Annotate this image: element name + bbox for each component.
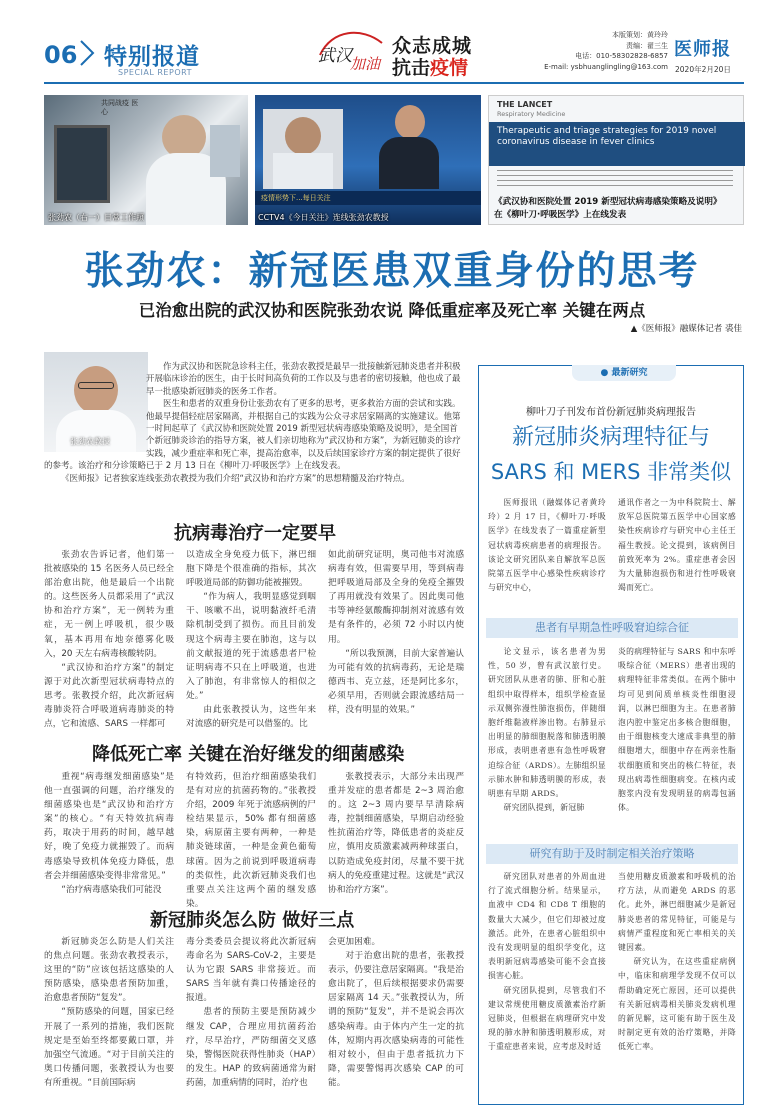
paragraph: 研究认为，在这些重症病例中，临床和病理学发现不仅可以帮助确定死亡原因，还可以提供有关新冠病毒相关肺炎发病机理的新见解，这可能有助于医生及时制定更有效的治疗策略，并降低死亡率。 xyxy=(618,957,736,1052)
sidebar-tag-label: 最新研究 xyxy=(611,368,648,378)
paragraph: 论文显示，该名患者为男性，50 岁，曾有武汉旅行史。研究团队从患者的肺、肝和心脏组织中取得样本，组织学检查显示双侧弥漫性肺泡损伤，伴随细胞纤维黏液样渗出物。右肺显示出明显的肺细胞脱落和肺透明膜形成，表明患者患有急性呼吸窘迫综合征（ARDS）。左肺组织显示肺水肿和肺透明膜的形成，表明患有早期 ARDS。 xyxy=(488,647,606,799)
paragraph: 会更加困难。 xyxy=(328,937,381,947)
sidebar-tag xyxy=(572,365,676,381)
headline: 张劲农：新冠医患双重身份的思考 xyxy=(84,249,700,294)
slogan-part-b: 疫情 xyxy=(430,57,469,79)
photo-caption-3 xyxy=(494,196,744,221)
sidebar-top-col-1 xyxy=(488,496,606,612)
credit-editor: 责编：翟三生 xyxy=(626,41,668,50)
section-2-col-2 xyxy=(186,770,316,909)
cctv-screenshot xyxy=(255,95,481,225)
paragraph: “所以我预测，目前大家普遍认为可能有效的抗病毒药，无论是瑞德西韦、克立兹，还是阿比多尔，必须早用，否则就会跟流感结局一样，没有明显的效果。” xyxy=(328,648,464,716)
anchor-face xyxy=(395,105,425,139)
doctor-portrait-frame xyxy=(263,109,343,189)
section-1-title: 抗病毒治疗一定要早 xyxy=(174,523,336,544)
slogan-line-2 xyxy=(392,53,468,80)
paragraph: 炎的病理特征与 SARS 和中东呼吸综合征（MERS）患者出现的病理特征非常类似。在两个肺中均可见到间质单核炎性细胞浸润，以淋巴细胞为主。在患者肺泡内腔中鉴定出多核合胞细胞，由于细胞核变大速成非典型的肺细胞增大，细胞中存在两亲性脂状细胞质和突出的核仁特征，表现出病毒性细胞病变。在核内或胞浆内没有发现明显的病毒包涵体。 xyxy=(618,647,737,813)
section-3-col-1 xyxy=(44,935,174,1105)
section-title: 特别报道 xyxy=(104,44,200,70)
paragraph: 由此张教授认为，这些年来对流感的研究是可以借鉴的。比 xyxy=(186,705,316,730)
paragraph: 如此前研究证明，奥司他韦对流感病毒有效，但需要早用，等到病毒把呼吸道局部及全身的免疫全摧毁了再用就没有效果了。因此奥司他韦等神经氨酸酶抑制剂对流感有效是有条件的，必须 72 小时以内使用。 xyxy=(328,550,464,645)
sidebar-subhead-2: 研究有助于及时制定相关治疗策略 xyxy=(486,844,738,864)
slogan-part-a: 抗击 xyxy=(392,57,431,79)
section-2-col-3 xyxy=(328,770,464,900)
anchor-figure xyxy=(379,105,439,189)
monitor-shape xyxy=(54,125,110,203)
article-title: Therapeutic and triage strategies for 2019 novel coronavirus disease in fever clinics xyxy=(489,122,745,166)
svg-text:武汉: 武汉 xyxy=(318,46,352,66)
paragraph: 当使用糖皮质激素和呼吸机的治疗方法，从而避免 ARDS 的恶化。此外，淋巴细胞减少是新冠肺炎患者的常见特征，可能是与病情严重程度和死亡率相关的关键因素。 xyxy=(618,872,736,953)
sidebar-title-line-1: 新冠肺炎病理特征与 xyxy=(511,425,710,450)
section-3-col-2 xyxy=(186,935,316,1105)
lead-p1: 作为武汉协和医院急诊科主任，张劲农教授是最早一批接触新冠肺炎患者并积极开展临床诊治的医生，由于长时间高负荷的工作以及与患者的密切接触，他也成了最早一批感染新冠肺炎的医务工作者。 xyxy=(146,362,461,397)
sidebar-bot-col-2 xyxy=(618,870,736,1098)
credit-email: E-mail: ysbhuanglingling@163.com xyxy=(544,62,668,71)
lead-paragraph xyxy=(44,361,464,513)
wuhan-jiayou-seal xyxy=(312,25,392,83)
photo-caption-3-line1: 《武汉协和医院处置 2019 新型冠状病毒感染策略及说明》 xyxy=(494,197,722,207)
credit-phone: 电话：010-58302828-6857 xyxy=(575,52,668,60)
portrait-caption: 张劲农教授 xyxy=(70,437,110,446)
paragraph: “治疗病毒感染我们可能没 xyxy=(61,884,162,895)
paragraph: 重视“病毒继发细菌感染”是他一直强调的问题，治疗继发的细菌感染也是“武汉协和治疗方案”的核心。“有天特效抗病毒药，取决于用药的时间，越早越好，晚了免疫力就摧毁了。而病毒感染导致机体免疫力降低，患者会并细菌感染变得非常常见。” xyxy=(44,772,174,881)
newspaper-logo: 医师报 xyxy=(674,39,731,60)
doctor-face xyxy=(285,117,321,155)
sidebar-title-line-2: SARS 和 MERS 非常类似 xyxy=(490,460,732,484)
paragraph: 张教授表示，大部分未出现严重并发症的患者都是 2~3 周治愈的。这 2~3 周内要早早清除病毒，控制细菌感染，早期启动经验性抗菌治疗等，降低患者的炎症反应，慎用皮质激素减两种球蛋白，以防造成免疫封闭，尽量不要干扰病人的免疫重建过程。这就是“武汉协和治疗方案”。 xyxy=(328,772,464,895)
credit-planner: 本版策划：黄玲玲 xyxy=(612,31,668,39)
anchor-suit xyxy=(379,137,439,189)
journal-name: THE LANCET xyxy=(497,100,553,109)
lead-p3: 《医师报》记者独家连线张劲农教授为我们介绍“武汉协和治疗方案”的思想精髓及治疗特点。 xyxy=(61,473,410,484)
section-1-col-2 xyxy=(186,548,316,732)
paragraph: 通讯作者之一为中科院院士、解放军总医院第五医学中心国家感染性疾病诊疗与研究中心主任王福生教授。论文提到，该病例目前致死率为 2%。重症患者会因为大量肺泡损伤和进行性呼吸衰竭而死亡。 xyxy=(618,498,736,593)
issue-date: 2020年2月20日 xyxy=(675,65,731,74)
subheadline: 已治愈出院的武汉协和医院张劲农说 降低重症率及死亡率 关键在两点 xyxy=(138,301,646,320)
paragraph: 研究团队提到，尽管我们不建议常规使用糖皮质激素治疗新冠肺炎，但根据在病理研究中发现的肺水肿和肺透明膜形成，对于重症患者来说，应考虑及时适 xyxy=(488,985,606,1052)
photo-caption-1: 张劲农（右一）日常工作照 xyxy=(48,213,144,222)
tv-ticker: 疫情形势下...每日关注 xyxy=(255,191,481,205)
microscope-icon: ● xyxy=(600,368,609,378)
section-title-en: SPECIAL REPORT xyxy=(118,68,192,77)
paragraph: “作为病人，我明显感觉到咽干、咳嗽不出，说明黏液纤毛清除机制受到了损伤。而且目前发现这个病毒主要在肺泡，这与以前文献报道的死于流感患者尸检证明病毒不只在上呼吸道，也进入了肺泡，有非常惊人的相似之处。” xyxy=(186,592,316,701)
paragraph: 张劲农告诉记者，他们第一批被感染的 15 名医务人员已经全部治愈出院，他是最后一个出院的。这些医务人员都采用了“武汉协和治疗方案”，无一例转为重症，无一例上呼吸机，很少吸氧，基本再用布地奈德雾化吸入，20 天左右病毒核酸转阴。 xyxy=(44,550,174,659)
section-2-col-1 xyxy=(44,770,174,900)
article-text-lines xyxy=(497,170,733,190)
sidebar-bot-col-1 xyxy=(488,870,606,1098)
lead-wrap-spacer xyxy=(44,361,142,453)
editor-credits xyxy=(544,30,668,72)
sidebar-mid-col-2 xyxy=(618,645,736,841)
section-1-col-1 xyxy=(44,548,174,732)
paragraph: 医师报讯（融媒体记者黄玲玲）2 月 17 日，《柳叶刀·呼吸医学》在线发表了一篇重症新型冠状病毒疾病患者的病理报告。该论文研究团队来自解放军总医院第五医学中心感染性疾病诊疗与研究中心， xyxy=(488,498,606,593)
paragraph: 研究团队对患者的外周血进行了流式细胞分析。结果显示，血液中 CD4 和 CD8 T 细胞的数量大大减少，但它们却被过度激活。此外，在患者心脏组织中没有发现明显的组织学变化，这表明新冠病毒感染可能不会直接损害心脏。 xyxy=(488,872,606,981)
paragraph: 研究团队提到，新冠肺 xyxy=(503,803,585,813)
paragraph: 毒分类委员会提议将此次新冠病毒命名为 SARS-CoV-2，主要是认为它跟 SARS 非常接近。而 SARS 当年就有粪口传播途径的报道。 xyxy=(186,937,316,1004)
sidebar-kicker: 柳叶刀子刊发布首份新冠肺炎病理报告 xyxy=(526,407,696,418)
section-2-title: 降低死亡率 关键在治好继发的细菌感染 xyxy=(92,744,405,765)
slogan-line-1: 众志成城 xyxy=(392,35,473,57)
svg-text:加油: 加油 xyxy=(350,55,381,73)
byline: ▲《医师报》融媒体记者 裘佳 xyxy=(630,324,742,334)
person-2 xyxy=(210,125,240,177)
paragraph: 有特效药，但治疗细菌感染我们是有对应的抗菌药物的。”张教授介绍，2009 年死于流感病例的尸检结果显示，50% 都有细菌感染，病原菌主要有两种，一种是肺炎链球菌，一种是金黄色葡萄球菌。因为之前说到呼吸道病毒的类似性，此次新冠肺炎我们也重要点关注这两个菌的继发感染。 xyxy=(186,772,316,909)
paragraph: “预防感染的问题，国家已经开展了一系列的措施，我们医院规定是至始至终都要戴口罩，并加强空气流通。“对于目前关注的奥口传播问题，张教授认为也要有所重视。“目前国际病 xyxy=(44,1007,174,1088)
section-3-title: 新冠肺炎怎么防 做好三点 xyxy=(150,910,355,931)
work-photo xyxy=(44,95,248,225)
chevron-right-icon xyxy=(76,38,98,68)
photo-caption-3-line2: 在《柳叶刀·呼吸医学》上在线发表 xyxy=(494,209,627,220)
section-1-col-3 xyxy=(328,548,464,732)
paragraph: 患者的预防主要是预防减少继发 CAP，合理应用抗菌药治疗，尽早治疗，严防细菌交叉感染，警惕医院获得性肺炎（HAP）的发生。HAP 的致病菌通常为耐药菌，加重病情的同时，治疗也 xyxy=(186,1007,316,1088)
paragraph: 新冠肺炎怎么防是人们关注的焦点问题。张劲农教授表示，这里的“防”应该包括这感染的人预防感染，感染患者预防加重，治愈患者预防“复发”。 xyxy=(44,937,174,1004)
photo-caption-2: CCTV4《今日关注》连线张劲农教授 xyxy=(258,213,389,222)
journal-subtitle: Respiratory Medicine xyxy=(497,110,566,118)
lead-p2: 医生和患者的双重身份让张劲农有了更多的思考，更多救治方面的尝试和实践。他最早提倡轻症居家隔离，并根据自己的实践为公众寻求居家隔离的实施建议。他第一时间起草了《武汉协和医院处置 2019 新型冠状病毒感染策略及说明》，是全国首个新冠肺炎诊治的指导方案，被人们亲切地称为“武汉协和方案”，为新冠肺炎的诊疗实践，减少重症率和死亡率，提高治愈率，以及后续国家诊疗方案的制定提供了很好的参考。该治疗和分诊策略已于 2 月 13 日在《柳叶刀·呼吸医学》上在线发表。 xyxy=(44,399,461,472)
sidebar-subhead-1: 患者有早期急性呼吸窘迫综合征 xyxy=(486,618,738,638)
paragraph: “武汉协和治疗方案”的制定源于对此次新型冠状病毒特点的思考。张教授介绍，此次新冠病毒肺炎符合呼吸道病毒肺炎的特点，它和流感、SARS 一样都可 xyxy=(44,662,174,730)
header-rule xyxy=(44,82,744,84)
sidebar-mid-col-1 xyxy=(488,645,606,841)
page-number: 06 xyxy=(44,41,78,69)
photo-side-text: 共同战疫 医心 xyxy=(101,99,139,116)
section-3-col-3 xyxy=(328,935,464,1105)
sidebar-top-col-2 xyxy=(618,496,736,612)
paragraph: 以造成全身免疫力低下，淋巴细胞下降是个很准确的指标，其次呼吸道局部的防御功能被摧毁。 xyxy=(186,550,316,589)
paragraph: 对于治愈出院的患者，张教授表示，仍要注意居家隔离。“我是治愈出院了，但后续根据要求仍需要居家隔离 14 天。”张教授认为，所谓的预防“复发”，并不是说会再次感染病毒。由于体内产生一定的抗体，短期内再次感染病毒的可能性相对较小，但由于患者抵抗力下降，需要警惕再次感染 CAP 的可能。 xyxy=(328,951,464,1088)
doctor-coat xyxy=(273,153,333,189)
